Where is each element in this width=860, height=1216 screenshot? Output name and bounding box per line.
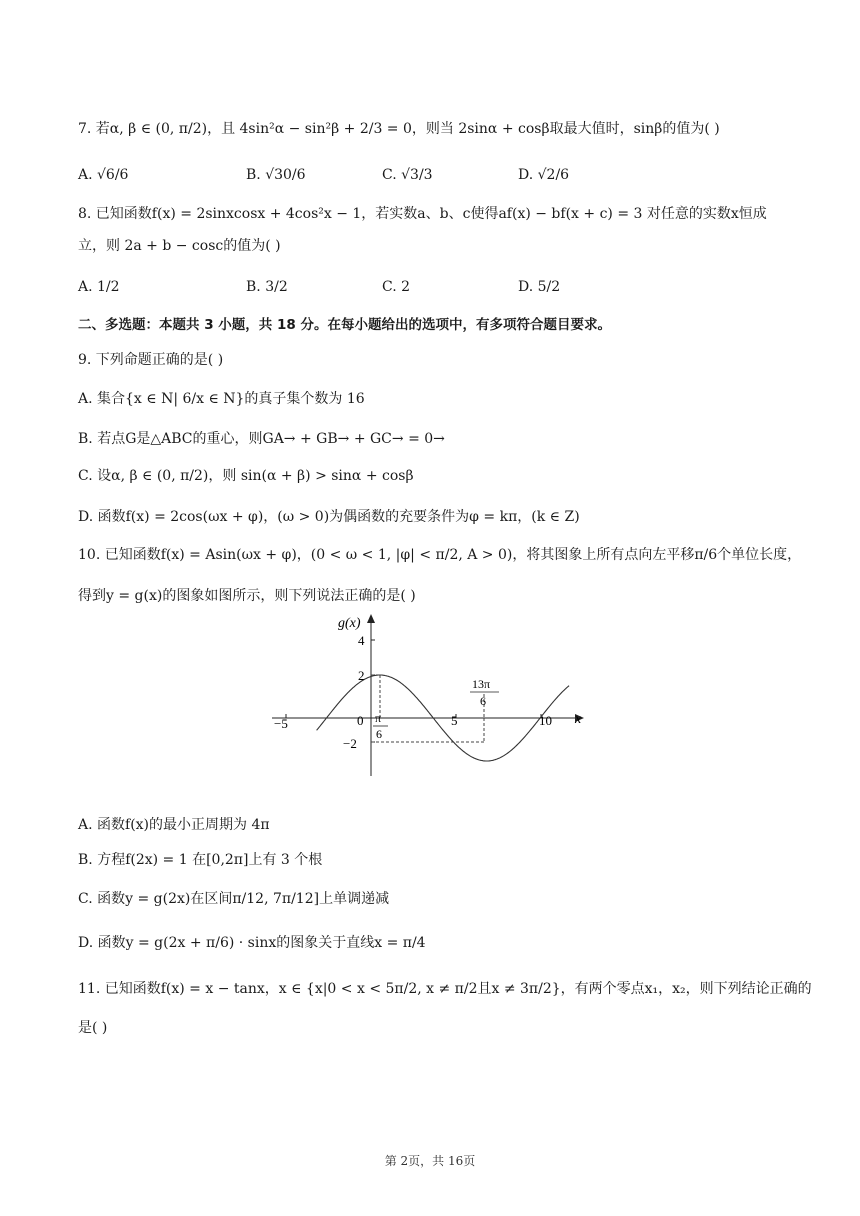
q9-option-a[interactable]: A. 集合{x ∈ N| 6/x ∈ N}的真子集个数为 16 — [78, 391, 365, 407]
q9-stem: 9. 下列命题正确的是( ) — [78, 352, 224, 368]
q10-stem-line1: 10. 已知函数f(x) = Asin(ωx + φ)，(0 < ω < 1, |φ| < π/2, A > 0)，将其图象上所有点向左平移π/6个单位长度， — [78, 547, 802, 563]
page-footer: 第 2页，共 16页 — [384, 1154, 476, 1168]
annotation-pi-over-6-denominator: 6 — [376, 727, 382, 741]
y-tick-label-2: 2 — [358, 668, 365, 683]
q8-option-b[interactable]: B. 3/2 — [246, 279, 288, 295]
y-tick-label-4: 4 — [358, 633, 365, 648]
q10-option-b[interactable]: B. 方程f(2x) = 1 在[0,2π]上有 3 个根 — [78, 852, 323, 868]
q9-option-c[interactable]: C. 设α, β ∈ (0, π/2)，则 sin(α + β) > sinα + cosβ — [78, 468, 414, 484]
x-axis-label: x — [575, 712, 582, 727]
y-axis-arrow — [367, 614, 375, 623]
q10-option-d[interactable]: D. 函数y = g(2x + π/6) · sinx的图象关于直线x = π/4 — [78, 935, 426, 951]
q7-option-b[interactable]: B. √30/6 — [246, 167, 306, 183]
q8-option-d[interactable]: D. 5/2 — [518, 279, 561, 295]
y-tick-label-minus2: −2 — [343, 736, 357, 751]
q7-option-d[interactable]: D. √2/6 — [518, 167, 570, 183]
x-tick-label-5: 5 — [451, 713, 458, 728]
annotation-pi-over-6-numerator: π — [375, 711, 382, 725]
x-tick-label-0: 0 — [357, 713, 364, 728]
q9-option-d[interactable]: D. 函数f(x) = 2cos(ωx + φ)，(ω > 0)为偶函数的充要条件为φ = kπ，(k ∈ Z) — [78, 509, 580, 525]
q10-stem-line2: 得到y = g(x)的图象如图所示，则下列说法正确的是( ) — [78, 588, 416, 604]
x-tick-label-10: 10 — [539, 713, 552, 728]
g-of-x-graph — [268, 610, 590, 780]
q7-option-c[interactable]: C. √3/3 — [382, 167, 433, 183]
x-tick-label-minus5: −5 — [274, 716, 288, 731]
q11-stem-line2: 是( ) — [78, 1020, 108, 1036]
y-axis-label: g(x) — [338, 616, 361, 631]
q9-option-b[interactable]: B. 若点G是△ABC的重心，则GA→ + GB→ + GC→ = 0→ — [78, 431, 445, 447]
section-title-multiple-choice: 二、多选题：本题共 3 小题，共 18 分。在每小题给出的选项中，有多项符合题目要求。 — [78, 317, 611, 333]
q8-stem-line2: 立，则 2a + b − cosc的值为( ) — [78, 238, 281, 254]
q8-option-c[interactable]: C. 2 — [382, 279, 411, 295]
q8-option-a[interactable]: A. 1/2 — [78, 279, 120, 295]
q10-option-a[interactable]: A. 函数f(x)的最小正周期为 4π — [78, 817, 270, 833]
q10-option-c[interactable]: C. 函数y = g(2x)在区间π/12, 7π/12]上单调递减 — [78, 891, 390, 907]
q8-stem-line1: 8. 已知函数f(x) = 2sinxcosx + 4cos²x − 1，若实数a、b、c使得af(x) − bf(x + c) = 3 对任意的实数x恒成 — [78, 206, 767, 222]
q11-stem-line1: 11. 已知函数f(x) = x − tanx，x ∈ {x|0 < x < 5π/2, x ≠ π/2且x ≠ 3π/2}，有两个零点x₁，x₂，则下列结论正确的 — [78, 981, 812, 997]
q7-stem: 7. 若α, β ∈ (0, π/2)，且 4sin²α − sin²β + 2/3 = 0，则当 2sinα + cosβ取最大值时，sinβ的值为( ) — [78, 121, 720, 137]
annotation-13pi-over-6-denominator: 6 — [480, 694, 486, 708]
annotation-13pi-over-6-numerator: 13π — [472, 677, 491, 691]
q7-option-a[interactable]: A. √6/6 — [78, 167, 129, 183]
